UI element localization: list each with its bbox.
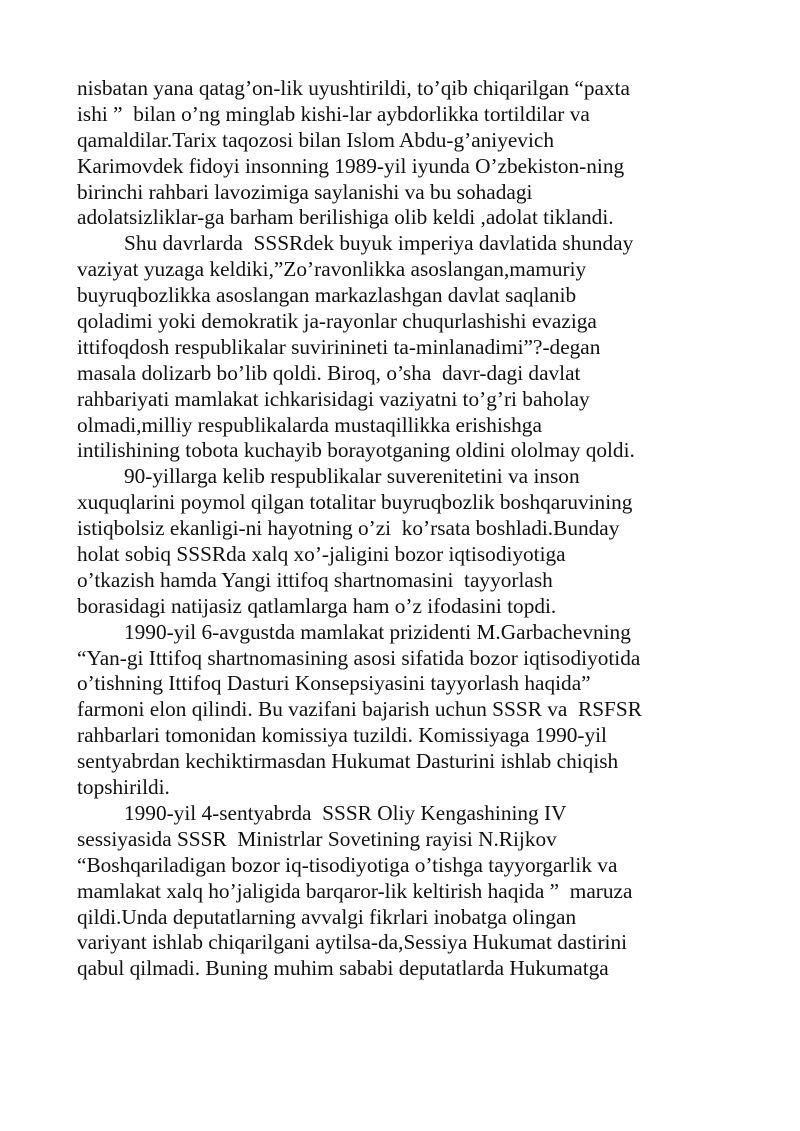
body-text	[77, 76, 727, 982]
text-line: variyant ishlab chiqarilgani aytilsa-da,Sessiya Hukumat dastirini	[77, 930, 628, 955]
text-line: vaziyat yuzaga keldiki,”Zo’ravonlikka asoslangan,mamuriy	[77, 257, 587, 282]
text-line: o’tkazish hamda Yangi ittifoq shartnomasini tayyorlash	[77, 567, 553, 592]
text-line: ishi ” bilan o’ng minglab kishi-lar aybdorlikka tortildilar va	[77, 101, 590, 126]
text-line: birinchi rahbari lavozimiga saylanishi va bu sohadagi	[77, 179, 533, 204]
text-line: adolatsizliklar-ga barham berilishiga olib keldi ,adolat tiklandi.	[77, 205, 614, 230]
text-line: o’tishning Ittifoq Dasturi Konsepsiyasini tayyorlash haqida”	[77, 671, 591, 696]
text-line: Karimovdek fidoyi insonning 1989-yil iyunda O’zbekiston-ning	[77, 153, 625, 178]
paragraph-first-line: 1990-yil 6-avgustda mamlakat prizidenti M.Garbachevning	[124, 619, 631, 644]
paragraph-first-line: Shu davrlarda SSSRdek buyuk imperiya davlatida shunday	[124, 231, 634, 256]
text-line: qoladimi yoki demokratik ja-rayonlar chuqurlashishi evaziga	[77, 309, 597, 334]
paragraph-first-line: 90-yillarga kelib respublikalar suverenitetini va inson	[124, 464, 580, 489]
text-line: olmadi,milliy respublikalarda mustaqillikka erishishga	[77, 412, 542, 437]
text-line: “Yan-gi Ittifoq shartnomasining asosi sifatida bozor iqtisodiyotida	[77, 645, 641, 670]
text-line: topshirildi.	[77, 775, 170, 800]
text-line: istiqbolsiz ekanligi-ni hayotning o’zi ko’rsata boshladi.Bunday	[77, 516, 620, 541]
text-line: qildi.Unda deputatlarning avvalgi fikrlari inobatga olingan	[77, 904, 577, 929]
text-line: intilishining tobota kuchayib borayotganing oldini ololmay qoldi.	[77, 438, 635, 463]
text-line: qamaldilar.Tarix taqozosi bilan Islom Abdu-g’aniyevich	[77, 127, 554, 152]
text-line: holat sobiq SSSRda xalq xo’-jaligini bozor iqtisodiyotiga	[77, 542, 566, 567]
text-line: mamlakat xalq ho’jaligida barqaror-lik keltirish haqida ” maruza	[77, 878, 633, 903]
text-line: rahbariyati mamlakat ichkarisidagi vaziyatni to’g’ri baholay	[77, 386, 590, 411]
text-line: masala dolizarb bo’lib qoldi. Biroq, o’sha davr-dagi davlat	[77, 360, 581, 385]
text-line: “Boshqariladigan bozor iq-tisodiyotiga o’tishga tayyorgarlik va	[77, 852, 618, 877]
text-line: sentyabrdan kechiktirmasdan Hukumat Dasturini ishlab chiqish	[77, 749, 619, 774]
text-line: ittifoqdosh respublikalar suvirinineti ta-minlanadimi”?-degan	[77, 334, 601, 359]
text-line: sessiyasida SSSR Ministrlar Sovetining rayisi N.Rijkov	[77, 826, 557, 851]
text-line: buyruqbozlikka asoslangan markazlashgan davlat saqlanib	[77, 283, 577, 308]
text-line: borasidagi natijasiz qatlamlarga ham o’z ifodasini topdi.	[77, 593, 557, 618]
text-line: qabul qilmadi. Buning muhim sababi deputatlarda Hukumatga	[77, 956, 609, 981]
text-line: farmoni elon qilindi. Bu vazifani bajarish uchun SSSR va RSFSR	[77, 697, 642, 722]
text-line: nisbatan yana qatag’on-lik uyushtirildi, to’qib chiqarilgan “paxta	[77, 76, 630, 100]
paragraph-first-line: 1990-yil 4-sentyabrda SSSR Oliy Kengashining IV	[124, 800, 567, 825]
text-line: xuquqlarini poymol qilgan totalitar buyruqbozlik boshqaruvining	[77, 490, 633, 515]
text-line: rahbarlari tomonidan komissiya tuzildi. Komissiyaga 1990-yil	[77, 723, 607, 748]
